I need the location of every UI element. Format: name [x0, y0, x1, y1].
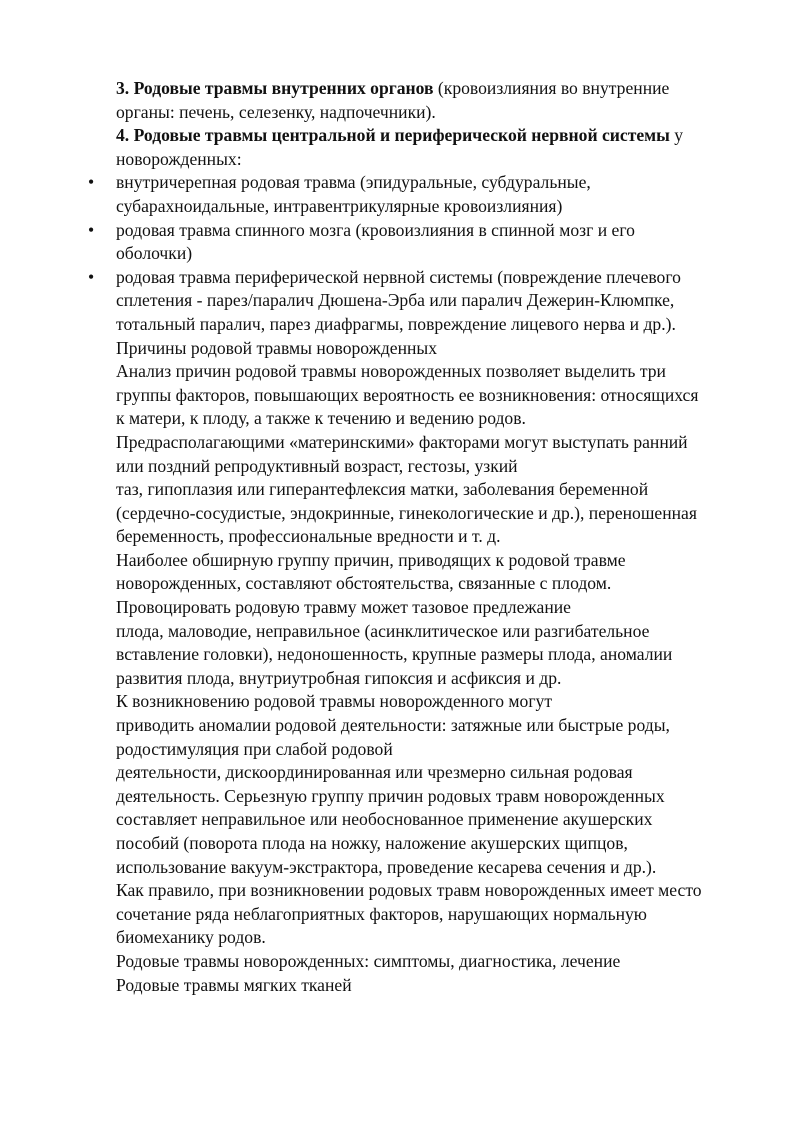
line-text: таз, гипоплазия или гиперантефлексия матки, заболевания беременной	[116, 479, 649, 500]
text-line	[116, 808, 756, 832]
line-text: деятельность. Серьезную группу причин родовых травм новорожденных	[116, 785, 665, 806]
text-line	[116, 572, 756, 596]
line-text: органы: печень, селезенку, надпочечники).	[116, 101, 436, 122]
line-text: у	[669, 125, 684, 146]
bullet-icon: •	[88, 219, 95, 240]
text-line	[116, 502, 756, 526]
text-line	[116, 77, 756, 101]
line-text: Провоцировать родовую травму может тазовое предлежание	[116, 597, 571, 618]
line-text: родовая травма периферической нервной системы (повреждение плечевого	[116, 266, 681, 287]
bold-heading: 3. Родовые травмы внутренних органов	[116, 78, 434, 98]
document-body	[88, 77, 756, 997]
text-line	[116, 667, 756, 691]
line-text: или поздний репродуктивный возраст, гестозы, узкий	[116, 455, 518, 476]
line-text: развития плода, внутриутробная гипоксия и асфиксия и др.	[116, 667, 562, 688]
bullet-icon: •	[88, 266, 95, 287]
line-text: новорожденных, составляют обстоятельства, связанные с плодом.	[116, 573, 612, 594]
line-text: составляет неправильное или необоснованное применение акушерских	[116, 809, 653, 830]
line-text: (кровоизлияния во внутренние	[433, 78, 670, 98]
text-line	[116, 596, 756, 620]
line-text: деятельности, дискоординированная или чрезмерно сильная родовая	[116, 762, 633, 783]
text-line	[116, 785, 756, 809]
line-text: сплетения - парез/паралич Дюшена-Эрба или паралич Дежерин-Клюмпке,	[116, 290, 675, 311]
line-text: к матери, к плоду, а также к течению и ведению родов.	[116, 408, 526, 429]
text-line	[116, 950, 756, 974]
line-text: плода, маловодие, неправильное (асинклитическое или разгибательное	[116, 620, 650, 641]
text-line	[116, 643, 756, 667]
line-text: оболочки)	[116, 243, 193, 264]
text-line	[116, 148, 756, 172]
text-line	[116, 478, 756, 502]
text-line	[116, 360, 756, 384]
text-line	[116, 289, 756, 313]
bold-heading: 4. Родовые травмы центральной и периферической нервной системы	[116, 125, 670, 146]
text-line	[116, 525, 756, 549]
line-text: приводить аномалии родовой деятельности: затяжные или быстрые роды,	[116, 715, 670, 736]
text-line	[116, 832, 756, 856]
line-text: Родовые травмы мягких тканей	[116, 974, 352, 995]
line-text: родостимуляция при слабой родовой	[116, 738, 393, 759]
line-text: группы факторов, повышающих вероятность ее возникновения: относящихся	[116, 384, 699, 405]
line-text: родовая травма спинного мозга (кровоизлияния в спинной мозг и его	[116, 219, 635, 240]
line-text: вставление головки), недоношенность, крупные размеры плода, аномалии	[116, 644, 673, 665]
text-line	[116, 856, 756, 880]
line-text: новорожденных:	[116, 148, 242, 169]
line-text: Родовые травмы новорожденных: симптомы, диагностика, лечение	[116, 950, 621, 971]
text-line	[116, 431, 756, 455]
text-line	[116, 903, 756, 927]
bullet-list-item	[88, 266, 756, 290]
text-line	[116, 714, 756, 738]
line-text: пособий (поворота плода на ножку, наложение акушерских щипцов,	[116, 833, 628, 853]
text-line	[116, 620, 756, 644]
text-line	[116, 738, 756, 762]
line-text: биомеханику родов.	[116, 927, 266, 948]
line-text: сочетание ряда неблагоприятных факторов, нарушающих нормальную	[116, 903, 647, 924]
text-line	[116, 761, 756, 785]
line-text: Анализ причин родовой травмы новорожденных позволяет выделить три	[116, 361, 666, 382]
text-line	[116, 549, 756, 573]
text-line	[116, 195, 756, 219]
text-line	[116, 242, 756, 266]
bullet-list-item	[88, 171, 756, 195]
line-text: (сердечно-сосудистые, эндокринные, гинекологические и др.), переношенная	[116, 502, 697, 523]
text-line	[116, 384, 756, 408]
text-line	[116, 101, 756, 125]
text-line	[116, 879, 756, 903]
text-line	[116, 124, 756, 148]
line-text: Предрасполагающими «материнскими» факторами могут выступать ранний	[116, 431, 688, 452]
line-text: Как правило, при возникновении родовых травм новорожденных имеет место	[116, 880, 702, 901]
line-text: К возникновению родовой травмы новорожденного могут	[116, 691, 553, 712]
line-text: внутричерепная родовая травма (эпидуральные, субдуральные,	[116, 172, 591, 193]
line-text: субарахноидальные, интравентрикулярные кровоизлияния)	[116, 195, 563, 216]
bullet-icon: •	[88, 172, 95, 193]
text-line	[116, 337, 756, 361]
line-text: беременность, профессиональные вредности и т. д.	[116, 526, 501, 547]
text-line	[116, 974, 756, 998]
text-line	[116, 926, 756, 950]
text-line	[116, 455, 756, 479]
line-text: использование вакуум-экстрактора, проведение кесарева сечения и др.).	[116, 856, 657, 877]
line-text: тотальный паралич, парез диафрагмы, повреждение лицевого нерва и др.).	[116, 313, 676, 334]
line-text: Наиболее обширную группу причин, приводящих к родовой травме	[116, 549, 626, 570]
bullet-list-item	[88, 219, 756, 243]
line-text: Причины родовой травмы новорожденных	[116, 337, 438, 358]
text-line	[116, 313, 756, 337]
text-line	[116, 690, 756, 714]
text-line	[116, 407, 756, 431]
